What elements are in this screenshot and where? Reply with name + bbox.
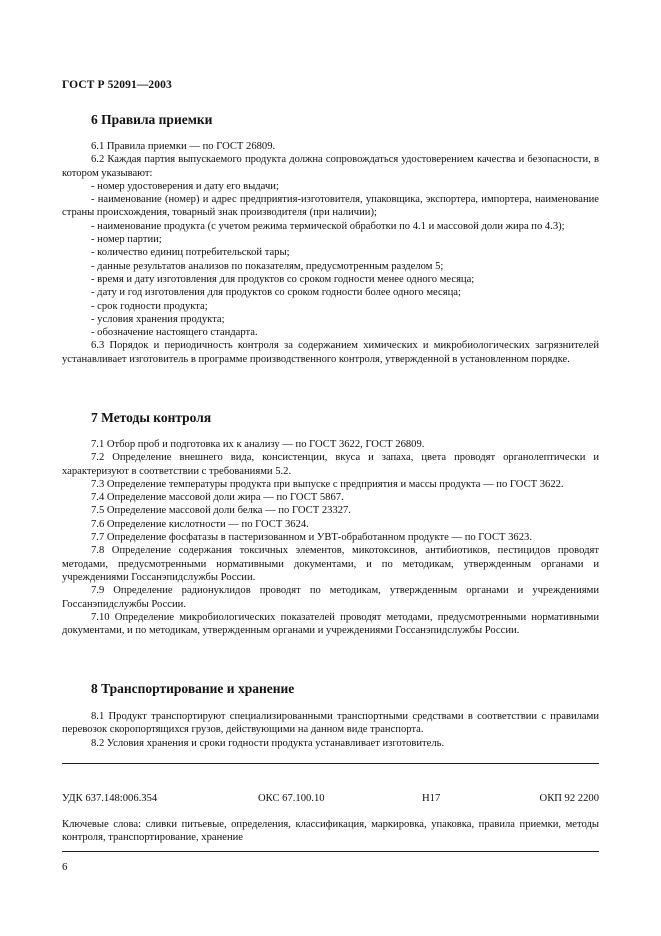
paragraph: 7.7 Определение фосфатазы в пастеризованном и УВТ-обработанном продукте — по ГОСТ 3623. (91, 532, 532, 544)
paragraph: 6.2 Каждая партия выпускаемого продукта должна сопровождаться удостоверением качества и безопасности, в котором указывают: (62, 154, 599, 179)
paragraph: 7.2 Определение внешнего вида, консистенции, вкуса и запаха, цвета проводят органолептически и характеризуют в соответствии с требованиями 5.2. (62, 452, 599, 477)
udk-code: УДК 637.148:006.354 (62, 793, 158, 804)
list-item: - дату и год изготовления для продуктов со сроком годности более одного месяца; (91, 287, 461, 299)
list-item: - наименование продукта (с учетом режима термической обработки по 4.1 и массовой доли жира по 4.3); (91, 220, 565, 232)
section-7-body (62, 438, 599, 637)
list-item: - срок годности продукта; (91, 300, 208, 312)
section-6-body (62, 140, 599, 366)
paragraph: 8.2 Условия хранения и сроки годности продукта устанавливает изготовитель. (91, 737, 445, 749)
list-item: - количество единиц потребительской тары; (91, 247, 290, 259)
category-code: Н17 (422, 793, 441, 804)
paragraph: 7.3 Определение температуры продукта при выпуске с предприятия и массы продукта — по ГОСТ 3622. (91, 478, 564, 490)
oks-code: ОКС 67.100.10 (258, 793, 325, 804)
list-item: - условия хранения продукта; (91, 313, 225, 325)
paragraph: 7.1 Отбор проб и подготовка их к анализу — по ГОСТ 3622, ГОСТ 26809. (91, 439, 425, 450)
paragraph: 7.6 Определение кислотности — по ГОСТ 3624. (91, 518, 309, 530)
list-item: - наименование (номер) и адрес предприятия-изготовителя, упаковщика, экспортера, импортера, наименование страны происхождения, товарный знак производителя (при наличии); (62, 194, 599, 219)
section-7-title: 7 Методы контроля (91, 410, 212, 425)
paragraph: 8.1 Продукт транспортируют специализированными транспортными средствами в соответствии с правилами перевозок скоропортящихся грузов, действующими на данном виде транспорта. (62, 711, 599, 736)
list-item: - номер партии; (91, 234, 162, 246)
section-8-title: 8 Транспортирование и хранение (91, 681, 295, 696)
okp-code: ОКП 92 2200 (539, 793, 599, 804)
footer-bottom-divider (62, 851, 599, 852)
list-item: - время и дату изготовления для продуктов со сроком годности менее одного месяца; (91, 273, 475, 285)
paragraph: 6.3 Порядок и периодичность контроля за содержанием химических и микробиологических загрязнителей устанавливает изготовитель в программе производственного контроля, утвержденной в установленном порядке. (62, 340, 599, 365)
paragraph: 6.1 Правила приемки — по ГОСТ 26809. (91, 141, 276, 152)
list-item: - номер удостоверения и дату его выдачи; (91, 180, 279, 192)
section-8-body (62, 710, 599, 750)
section-6-title: 6 Правила приемки (91, 112, 213, 127)
keywords-text: Ключевые слова: сливки питьевые, определения, классификация, маркировка, упаковка, правила приемки, методы контроля, транспортирование, хранение (62, 819, 599, 844)
keywords-block (62, 818, 599, 845)
list-item: - данные результатов анализов по показателям, предусмотренным разделом 5; (91, 260, 444, 272)
paragraph: 7.4 Определение массовой доли жира — по ГОСТ 5867. (91, 492, 344, 504)
paragraph: 7.8 Определение содержания токсичных элементов, микотоксинов, антибиотиков, пестицидов проводят методами, предусмотренными нормативными документами, и по методикам, утвержденным органами и учреждениями Госсанэпидслужбы России. (62, 545, 599, 583)
standard-code-header: ГОСТ Р 52091—2003 (62, 79, 172, 91)
paragraph: 7.5 Определение массовой доли белка — по ГОСТ 23327. (91, 505, 351, 517)
list-item: - обозначение настоящего стандарта. (91, 327, 258, 339)
paragraph: 7.10 Определение микробиологических показателей проводят методами, предусмотренными нормативными документами, и по методикам, утвержденным органами и учреждениями Госсанэпидслужбы России. (62, 611, 599, 637)
paragraph: 7.9 Определение радионуклидов проводят по методикам, утвержденным органами и учреждениями Госсанэпидслужбы России. (62, 585, 599, 610)
page-number: 6 (62, 861, 68, 873)
footer-top-divider (62, 763, 599, 764)
